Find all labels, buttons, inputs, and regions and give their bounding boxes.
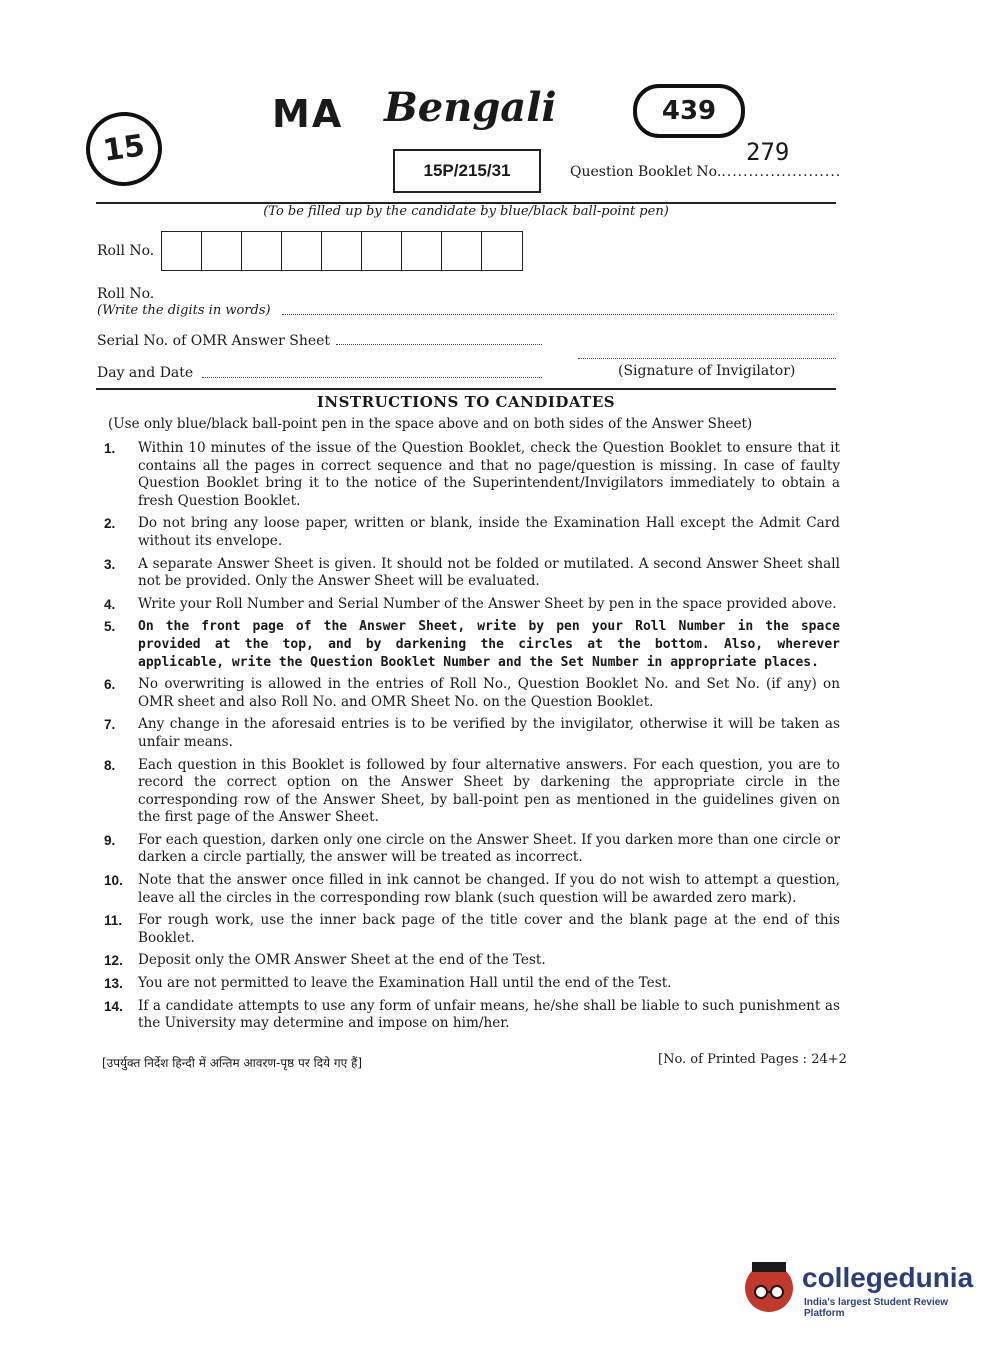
item-text: Note that the answer once filled in ink cannot be changed. If you do not wish to attempt a question, leave all the circles in the corresponding row blank (such question will be awarded zero mark). (138, 872, 840, 906)
item-text: If a candidate attempts to use any form of unfair means, he/she shall be liable to such punishment as the University may determine and impose on him/her. (138, 997, 840, 1032)
item-number: 8. (104, 757, 116, 773)
item-number: 14. (104, 998, 123, 1014)
roll-digit-box[interactable] (482, 232, 522, 270)
printed-pages: [No. of Printed Pages : 24+2 (658, 1052, 847, 1067)
roll-digit-box[interactable] (322, 232, 362, 270)
roll-no-words-hint: (Write the digits in words) (97, 303, 271, 318)
roll-no-words-field[interactable] (282, 314, 834, 315)
mid-divider (96, 388, 836, 390)
item-text: A separate Answer Sheet is given. It should not be folded or mutilated. A second Answer Sheet shall not be provided. Only the Answer Sheet will be evaluated. (138, 555, 840, 590)
item-number: 9. (104, 832, 116, 848)
item-text: For each question, darken only one circle on the Answer Sheet. If you darken more than one circle or darken a circle partially, the answer will be treated as incorrect. (138, 831, 840, 866)
item-text: For rough work, use the inner back page of the title cover and the blank page at the end of this Booklet. (138, 912, 840, 946)
item-text: No overwriting is allowed in the entries of Roll No., Question Booklet No. and Set No. (if any) on OMR sheet and also Roll No. and OMR Sheet No. on the Question Booklet. (138, 676, 840, 710)
booklet-number: 279 (746, 138, 790, 166)
mascot-icon (742, 1252, 796, 1316)
fill-note: (To be filled up by the candidate by blue/black ball-point pen) (263, 204, 669, 219)
list-item (104, 832, 840, 867)
roll-digit-box[interactable] (442, 232, 482, 270)
item-number: 6. (104, 677, 116, 693)
item-number: 2. (104, 516, 116, 532)
list-item (104, 998, 840, 1033)
item-text: You are not permitted to leave the Examination Hall until the end of the Test. (138, 975, 672, 992)
list-item (104, 912, 840, 947)
item-number: 3. (104, 556, 116, 572)
instructions-heading: INSTRUCTIONS TO CANDIDATES (316, 393, 616, 411)
roll-digit-box[interactable] (282, 232, 322, 270)
roll-no-words-label: Roll No. (97, 286, 155, 302)
circled-number: 15 (81, 107, 167, 191)
collegedunia-logo (742, 1250, 972, 1320)
item-text: On the front page of the Answer Sheet, write by pen your Roll Number in the space provided at the top, and by darkening the circles at the bottom. Also, wherever applicable, write the Question Booklet Number and the Set Number in appropriate places. (138, 619, 840, 670)
item-number: 11. (104, 913, 123, 929)
item-number: 12. (104, 953, 123, 969)
roll-no-boxes[interactable] (161, 231, 523, 271)
item-number: 5. (104, 619, 116, 635)
list-item (104, 618, 840, 671)
item-number: 1. (104, 441, 116, 456)
signature-field[interactable] (578, 358, 836, 359)
item-text: Deposit only the OMR Answer Sheet at the end of the Test. (138, 952, 546, 969)
list-item (104, 440, 840, 510)
list-item (104, 716, 840, 751)
paper-code-box: 15P/215/31 (393, 149, 541, 193)
course-title: MA (272, 92, 344, 136)
serial-no-label: Serial No. of OMR Answer Sheet (97, 333, 331, 349)
roll-digit-box[interactable] (402, 232, 442, 270)
serial-no-field[interactable] (336, 344, 542, 345)
roll-digit-box[interactable] (202, 232, 242, 270)
question-booklet-text: Question Booklet No. (570, 164, 722, 180)
item-number: 10. (104, 873, 123, 889)
list-item (104, 515, 840, 550)
instructions-list (104, 440, 840, 1038)
roll-digit-box[interactable] (162, 232, 202, 270)
day-date-field[interactable] (202, 377, 542, 378)
item-number: 13. (104, 976, 123, 992)
signature-label: (Signature of Invigilator) (618, 363, 796, 379)
roll-no-label: Roll No. (97, 243, 155, 259)
day-date-label: Day and Date (97, 365, 194, 381)
item-text: Within 10 minutes of the issue of the Question Booklet, check the Question Booklet to ensure that it contains all the pages in correct sequence and that no page/question is missing. In case of faulty Question Booklet bring it to the notice of the Superintendent/Invigilators immediately to obtain a fresh Question Booklet. (138, 440, 840, 509)
list-item (104, 556, 840, 591)
roll-digit-box[interactable] (362, 232, 402, 270)
list-item (104, 952, 840, 970)
item-text: Each question in this Booklet is followed by four alternative answers. For each question, you are to record the correct option on the Answer Sheet by darkening the appropriate circle in the corresponding row of the Answer Sheet, by ball-point pen as mentioned in the guidelines given on the first page of the Answer Sheet. (138, 756, 840, 826)
circled-code: 439 (633, 84, 745, 138)
list-item (104, 596, 840, 614)
item-text: Do not bring any loose paper, written or blank, inside the Examination Hall except the Admit Card without its envelope. (138, 515, 840, 549)
item-text: Write your Roll Number and Serial Number of the Answer Sheet by pen in the space provided above. (138, 595, 837, 612)
question-booklet-label (570, 164, 841, 180)
list-item (104, 872, 840, 907)
brand-tagline: India's largest Student Review Platform (804, 1297, 949, 1319)
roll-digit-box[interactable] (242, 232, 282, 270)
item-number: 7. (104, 717, 116, 733)
item-number: 4. (104, 596, 116, 612)
brand-name: collegedunia (802, 1262, 974, 1293)
subject-title: Bengali (384, 84, 557, 131)
list-item (104, 676, 840, 711)
list-item (104, 975, 840, 993)
list-item (104, 757, 840, 827)
question-booklet-dots: ...................... (721, 164, 842, 180)
hindi-note: [उपर्युक्त निर्देश हिन्दी में अन्तिम आवरण-पृष्ठ पर दिये गए हैं] (102, 1056, 363, 1070)
instructions-subheading: (Use only blue/black ball-point pen in the space above and on both sides of the Answer Sheet) (108, 416, 753, 432)
item-text: Any change in the aforesaid entries is to be verified by the invigilator, otherwise it will be taken as unfair means. (138, 716, 840, 750)
